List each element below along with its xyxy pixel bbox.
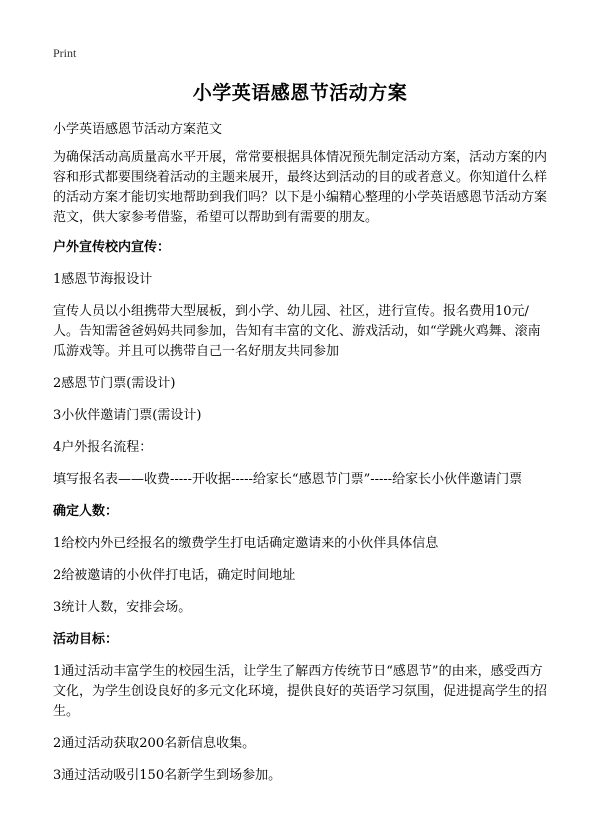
list-item: 3通过活动吸引150名新学生到场参加。 xyxy=(53,768,282,783)
document-body xyxy=(53,120,553,798)
list-item: 2通过活动获取200名新信息收集。 xyxy=(53,736,256,751)
document-subtitle: 小学英语感恩节活动方案范文 xyxy=(53,122,223,137)
list-item: 1感恩节海报设计 xyxy=(53,272,153,287)
list-item: 1通过活动丰富学生的校园生活，让学生了解西方传统节日“感恩节”的由来，感受西方文化，为学生创设良好的多元文化环境，提供良好的英语学习氛围，促进提高学生的招生。 xyxy=(53,664,548,719)
section-outdoor-promotion xyxy=(53,238,553,490)
section-confirm-headcount xyxy=(53,502,553,618)
list-item: 3统计人数，安排会场。 xyxy=(53,600,192,615)
list-item: 2给被邀请的小伙伴打电话，确定时间地址 xyxy=(53,568,296,583)
section-heading: 户外宣传校内宣传： xyxy=(53,240,171,255)
section-heading: 确定人数： xyxy=(53,504,119,519)
section-activity-goals xyxy=(53,630,553,786)
section-heading: 活动目标： xyxy=(53,632,119,647)
list-item: 4户外报名流程： xyxy=(53,440,153,455)
document-title: 小学英语感恩节活动方案 xyxy=(192,82,408,104)
list-item: 3小伙伴邀请门票(需设计) xyxy=(53,408,202,423)
list-item: 填写报名表——收费-----开收据-----给家长“感恩节门票”-----给家长小伙伴邀请门票 xyxy=(53,472,523,487)
intro-paragraph: 为确保活动高质量高水平开展，常常要根据具体情况预先制定活动方案，活动方案的内容和形式都要围绕着活动的主题来展开，最终达到活动的目的或者意义。你知道什么样的活动方案才能切实地帮助到我们吗？以下是小编精心整理的小学英语感恩节活动方案范文，供大家参考借鉴，希望可以帮助到有需要的朋友。 xyxy=(53,150,548,225)
list-item: 2感恩节门票(需设计) xyxy=(53,376,176,391)
print-label: Print xyxy=(53,46,77,60)
list-item: 宣传人员以小组携带大型展板，到小学、幼儿园、社区，进行宣传。报名费用10元/人。告知需爸爸妈妈共同参加，告知有丰富的文化、游戏活动，如“学跳火鸡舞、滚南瓜游戏等。并且可以携带自己一名好朋友共同参加 xyxy=(53,304,541,359)
list-item: 1给校内外已经报名的缴费学生打电话确定邀请来的小伙伴具体信息 xyxy=(53,536,439,551)
